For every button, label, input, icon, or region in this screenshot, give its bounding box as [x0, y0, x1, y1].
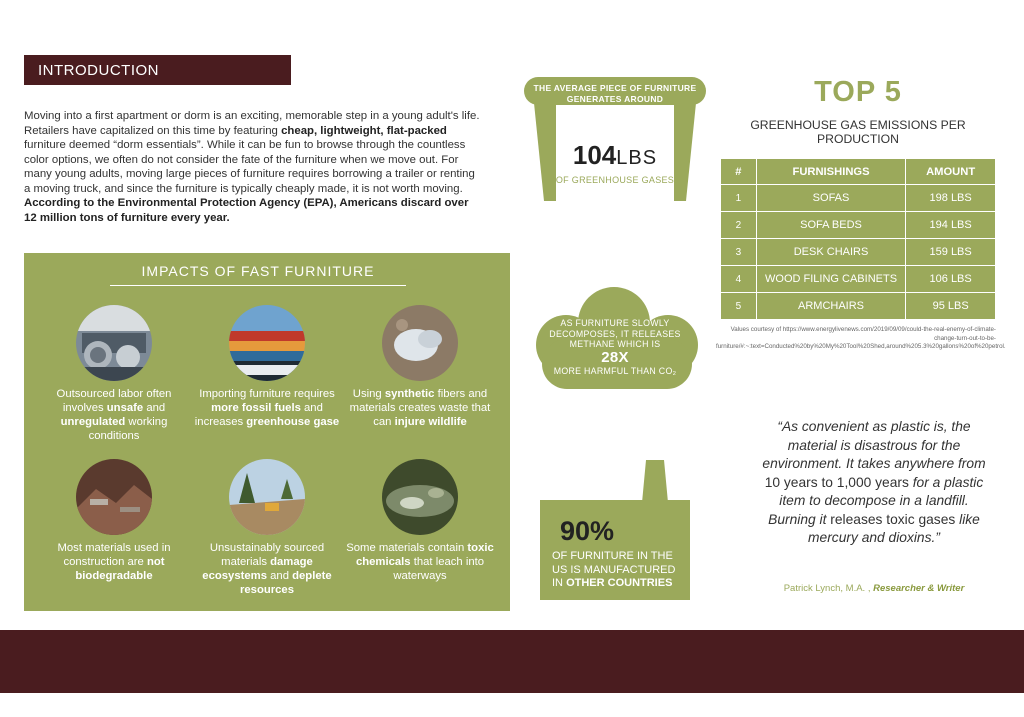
impact-bold: injure wildlife [394, 416, 467, 428]
impact-shipping [189, 305, 345, 429]
impact-biodegradable [36, 459, 192, 583]
intro-text-2: furniture deemed “dorm essentials”. While it can be fun to browse through the countless color options, we often do not consider the fate of the furniture when we move out. For many young adults, moving large pieces of furniture requires borrowing a trailer or renting a moving truck, and since the furniture is typically cheaply made, it is not worth moving. [24, 139, 475, 195]
cargo-ship-photo [229, 305, 305, 381]
intro-title: INTRODUCTION [38, 62, 159, 79]
quote-author [757, 583, 991, 594]
row-amount: 198 LBS [906, 185, 996, 212]
row-amount: 194 LBS [906, 212, 996, 239]
impact-bold: more fossil fuels [211, 402, 301, 414]
methane-cloud [520, 283, 710, 391]
impact-text: Most materials used in construction are [57, 542, 171, 568]
impact-bold: unsafe [106, 402, 144, 414]
col-header-index: # [721, 159, 757, 185]
cloud-intro: AS FURNITURE SLOWLY DECOMPOSES, IT RELEASES METHANE WHICH IS [549, 318, 681, 349]
author-role: Researcher & Writer [873, 583, 965, 594]
row-furnishing: ARMCHAIRS [756, 293, 905, 320]
intro-text-1: Moving into a first apartment or dorm is an exciting, memorable step in a young adult's life. Retailers have capitalized on this time by featuring [24, 110, 480, 137]
impacts-title: IMPACTS OF FAST FURNITURE [110, 263, 406, 286]
row-amount: 106 LBS [906, 266, 996, 293]
impact-bold: not biodegradable [75, 556, 165, 582]
top5-subtitle: GREENHOUSE GAS EMISSIONS PER PRODUCTION [750, 118, 966, 146]
factory-desc-bold: OTHER COUNTRIES [566, 577, 673, 589]
table-row [721, 266, 996, 293]
impacts-panel [24, 253, 510, 611]
quote-block [757, 418, 991, 548]
impact-toxic [342, 459, 498, 583]
col-header-furnishings: FURNISHINGS [756, 159, 905, 185]
impact-text: Outsourced labor often involves [56, 388, 172, 414]
row-index: 3 [721, 239, 757, 266]
quote-text-2: for a plastic item to decompose in a landfill. Burning it [768, 474, 984, 527]
factory-percent: 90% [560, 516, 615, 546]
intro-header [24, 55, 291, 85]
row-index: 5 [721, 293, 757, 320]
impact-labor [36, 305, 192, 443]
table-row [721, 239, 996, 266]
impact-text: and [266, 570, 293, 582]
top5-table [720, 158, 996, 320]
stool-value [520, 140, 710, 171]
source-citation: Values courtesy of https://www.energylivenews.com/2019/09/09/could-the-real-enemy-of-climate-change-turn-out-to-be-furniture/#:~:text=Conducted%20by%20My%20Tool%20Shed,around%205.3%20gallons%20of%20petrol. [716, 326, 1006, 350]
row-amount: 95 LBS [906, 293, 996, 320]
impact-text: and increases [194, 402, 323, 428]
factory-stat [540, 460, 690, 600]
row-amount: 159 LBS [906, 239, 996, 266]
factory-machinery-photo [76, 305, 152, 381]
row-furnishing: DESK CHAIRS [756, 239, 905, 266]
stool-caption: THE AVERAGE PIECE OF FURNITURE GENERATES AROUND [533, 83, 697, 104]
plastic-waste-photo [382, 305, 458, 381]
logging-site-photo [229, 459, 305, 535]
impact-text: that leach into waterways [393, 556, 485, 582]
impact-ecosystems [189, 459, 345, 597]
intro-paragraph [24, 109, 484, 225]
quote-text-1: “As convenient as plastic is, the material is disastrous for the environment. It takes anywhere from [762, 419, 986, 471]
row-index: 1 [721, 185, 757, 212]
cloud-comparison: MORE HARMFUL THAN CO₂ [553, 365, 677, 376]
impact-text: Using [352, 388, 385, 400]
col-header-amount: AMOUNT [906, 159, 996, 185]
impact-text: Some materials contain [346, 542, 468, 554]
stool-stat [520, 77, 710, 202]
stool-sub: OF GREENHOUSE GASES [555, 175, 675, 185]
table-row [721, 185, 996, 212]
intro-bold-1: cheap, lightweight, flat-packed [281, 124, 447, 137]
impact-bold: toxic chemicals [355, 542, 494, 568]
impact-text: working conditions [88, 416, 168, 442]
quote-text-3: like mercury and dioxins.” [808, 511, 980, 545]
impact-synthetic [342, 305, 498, 429]
row-index: 4 [721, 266, 757, 293]
impact-text: Unsustainably sourced materials [209, 542, 325, 568]
intro-bold-2: According to the Environmental Protection Agency (EPA), Americans discard over 12 million tons of furniture every year. [24, 197, 469, 224]
quote-highlight-1: 10 years to 1,000 years [764, 474, 909, 490]
impact-text: fibers and materials creates waste that can [349, 388, 491, 428]
table-header-row [721, 159, 996, 185]
impact-bold: unregulated [60, 416, 126, 428]
row-index: 2 [721, 212, 757, 239]
scrap-pile-photo [76, 459, 152, 535]
factory-desc [552, 550, 682, 591]
quote-highlight-2: releases toxic gases [830, 511, 956, 527]
top5-title: TOP 5 [814, 76, 902, 108]
impact-bold: deplete resources [239, 570, 332, 596]
stool-unit: LBS [616, 147, 658, 169]
impact-bold: damage ecosystems [202, 556, 313, 582]
table-row [721, 293, 996, 320]
table-row [721, 212, 996, 239]
impact-bold: greenhouse gase [246, 416, 340, 428]
cloud-text [530, 318, 700, 376]
impact-text: Importing furniture requires [199, 388, 335, 400]
cloud-multiplier: 28X [601, 348, 629, 366]
factory-desc-text: OF FURNITURE IN THE US IS MANUFACTURED IN [552, 550, 676, 589]
stool-number: 104 [572, 140, 617, 170]
row-furnishing: SOFA BEDS [756, 212, 905, 239]
footer-band [0, 630, 1024, 693]
author-name: Patrick Lynch, M.A. , [783, 583, 874, 594]
row-furnishing: SOFAS [756, 185, 905, 212]
row-furnishing: WOOD FILING CABINETS [756, 266, 905, 293]
impact-text: and [143, 402, 166, 414]
polluted-water-photo [382, 459, 458, 535]
impact-bold: synthetic [384, 388, 435, 400]
